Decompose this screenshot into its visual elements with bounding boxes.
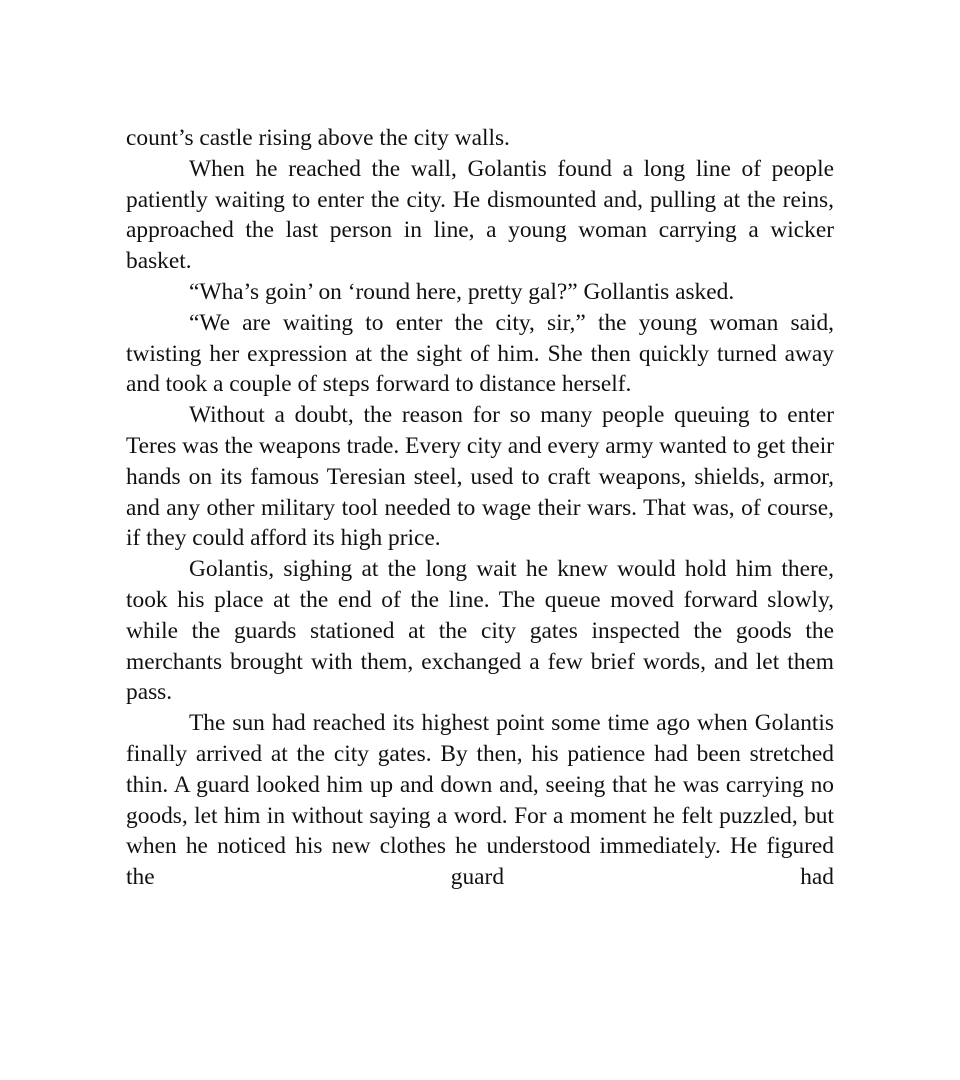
document-page bbox=[126, 123, 834, 893]
paragraph-reaching-wall: When he reached the wall, Golantis found a long line of people patiently waiting to enter the city. He dismounted and, pulling at the reins, approached the last person in line, a young woman carrying a wicker basket. bbox=[126, 155, 834, 275]
paragraph-waiting-in-line: Golantis, sighing at the long wait he knew would hold him there, took his place at the end of the line. The queue moved forward slowly, while the guards stationed at the city gates inspected the goods the merchants brought with them, exchanged a few brief words, and let them pass. bbox=[126, 556, 834, 706]
paragraph-continuation: count’s castle rising above the city walls. bbox=[126, 125, 510, 151]
paragraph-weapons-trade: Without a doubt, the reason for so many people queuing to enter Teres was the weapons trade. Every city and every army wanted to get their hands on its famous Teresian steel, used to craft weapons, shields, armor, and any other military tool needed to wage their wars. That was, of course, if they could afford its high price. bbox=[126, 402, 834, 552]
paragraph-golantis-question: “Wha’s goin’ on ‘round here, pretty gal?” Gollantis asked. bbox=[189, 278, 735, 305]
paragraph-city-gates: The sun had reached its highest point some time ago when Golantis finally arrived at the city gates. By then, his patience had been stretched thin. A guard looked him up and down and, seeing that he was carrying no goods, let him in without saying a word. For a moment he felt puzzled, but when he noticed his new clothes he understood immediately. He figured the guard had bbox=[126, 710, 834, 891]
paragraph-woman-reply: “We are waiting to enter the city, sir,” the young woman said, twisting her expression at the sight of him. She then quickly turned away and took a couple of steps forward to distance herself. bbox=[126, 309, 834, 398]
